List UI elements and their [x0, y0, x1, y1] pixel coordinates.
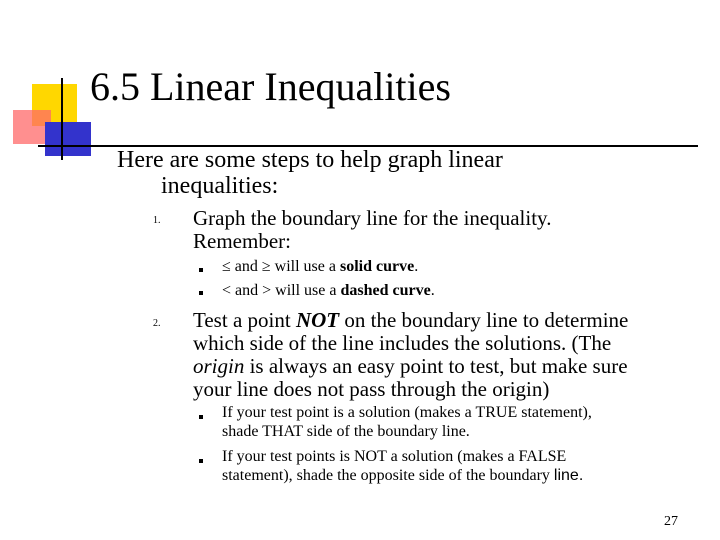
bullet-icon — [199, 459, 203, 463]
page-number: 27 — [664, 514, 678, 529]
intro-line-1: Here are some steps to help graph linear — [117, 147, 503, 173]
bullet-text-end: . — [414, 258, 419, 275]
step-1-number: 1. — [153, 215, 161, 226]
decor-blue-square — [45, 122, 91, 156]
intro-line-2: inequalities: — [161, 173, 279, 199]
step-2-text-a: Test a point — [193, 308, 296, 332]
step-2-line-3 — [193, 355, 703, 378]
decor-vertical-rule — [61, 78, 63, 160]
step-2-line-4: your line does not pass through the origin) — [193, 377, 550, 401]
step-1-bullet-2 — [222, 281, 692, 300]
bullet-icon — [199, 415, 203, 419]
bullet-bold-text: dashed curve — [340, 282, 431, 299]
bullet-text: ≤ and ≥ will use a — [222, 258, 340, 275]
slide-title: 6.5 Linear Inequalities — [90, 64, 451, 109]
step-2-text-b: on the boundary line to determine — [339, 308, 629, 332]
bullet-line-2: shade THAT side of the boundary line. — [222, 423, 470, 440]
bullet-line-1: If your test points is NOT a solution (makes a FALSE — [222, 448, 567, 465]
bullet-text-end: . — [430, 282, 435, 299]
step-2-bullet-1 — [222, 403, 692, 441]
step-1-line-2: Remember: — [193, 229, 291, 253]
bullet-icon — [199, 291, 203, 295]
step-2-bullet-2 — [222, 447, 692, 485]
step-1-line-1: Graph the boundary line for the inequality. — [193, 206, 552, 230]
step-2-number: 2. — [153, 318, 161, 329]
bullet-line-1: If your test point is a solution (makes a TRUE statement), — [222, 404, 592, 421]
bullet-text: < and > will use a — [222, 282, 341, 299]
bullet-bold-text: solid curve — [339, 258, 415, 275]
step-2-line-1 — [193, 309, 703, 332]
bullet-line-2-end: line. — [553, 467, 584, 484]
step-2-line-3-rest: is always an easy point to test, but make sure — [244, 354, 628, 378]
step-1-bullet-1 — [222, 257, 692, 276]
bullet-icon — [199, 268, 203, 272]
step-1-text — [193, 207, 703, 253]
step-2-not: NOT — [295, 308, 340, 332]
intro-text — [117, 147, 637, 199]
bullet-line-2 — [222, 466, 692, 485]
step-2-text — [193, 309, 703, 401]
step-2-origin: origin — [193, 354, 245, 378]
step-2-line-2: which side of the line includes the solutions. (The — [193, 331, 612, 355]
bullet-line-2-text: statement), shade the opposite side of the boundary — [222, 467, 554, 484]
